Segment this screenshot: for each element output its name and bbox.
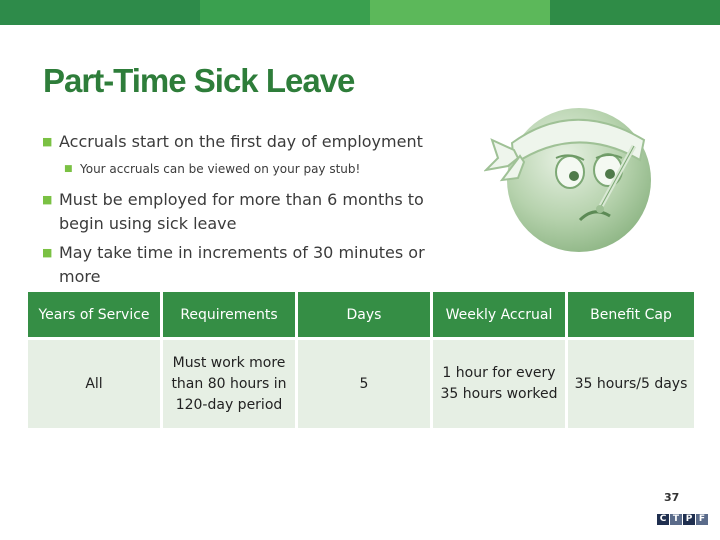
header-weekly-accrual: Weekly Accrual [433,292,565,337]
top-bar-segment [550,0,720,25]
bullet-item [42,130,442,154]
bullet-item [42,241,442,289]
page-number: 37 [664,491,680,504]
sick-face-icon [484,88,654,258]
header-days: Days [298,292,430,337]
square-bullet-icon: ■ [42,246,53,259]
header-benefit-cap: Benefit Cap [568,292,694,337]
header-requirements: Requirements [163,292,295,337]
bullet-text: Accruals start on the first day of employment [59,132,423,151]
square-bullet-icon: ■ [42,135,53,148]
cell-weekly-accrual: 1 hour for every 35 hours worked [433,340,565,428]
slide-title: Part-Time Sick Leave [43,62,355,99]
header-years-of-service: Years of Service [28,292,160,337]
top-bar-segment [0,0,200,25]
table-row [28,340,694,428]
sub-bullet-text: Your accruals can be viewed on your pay stub! [80,162,361,176]
square-bullet-icon: ■ [42,193,53,206]
logo-letter: C [657,514,669,525]
sub-bullet-item [42,160,442,178]
bullet-list [42,130,442,294]
table-header-row [28,292,694,337]
square-bullet-icon: ■ [64,164,73,174]
bullet-item [42,188,442,236]
logo-letter: F [696,514,708,525]
bullet-text: May take time in increments of 30 minutes or more [59,243,425,286]
cell-days: 5 [298,340,430,428]
top-bar-segment [200,0,370,25]
ctpf-logo [657,514,708,525]
logo-letter: P [683,514,695,525]
bullet-text: Must be employed for more than 6 months to begin using sick leave [59,190,424,233]
top-bar-segment [370,0,550,25]
benefits-table [25,289,697,431]
cell-benefit-cap: 35 hours/5 days [568,340,694,428]
logo-letter: T [670,514,682,525]
cell-years-of-service: All [28,340,160,428]
cell-requirements: Must work more than 80 hours in 120-day period [163,340,295,428]
top-color-bar [0,0,720,25]
